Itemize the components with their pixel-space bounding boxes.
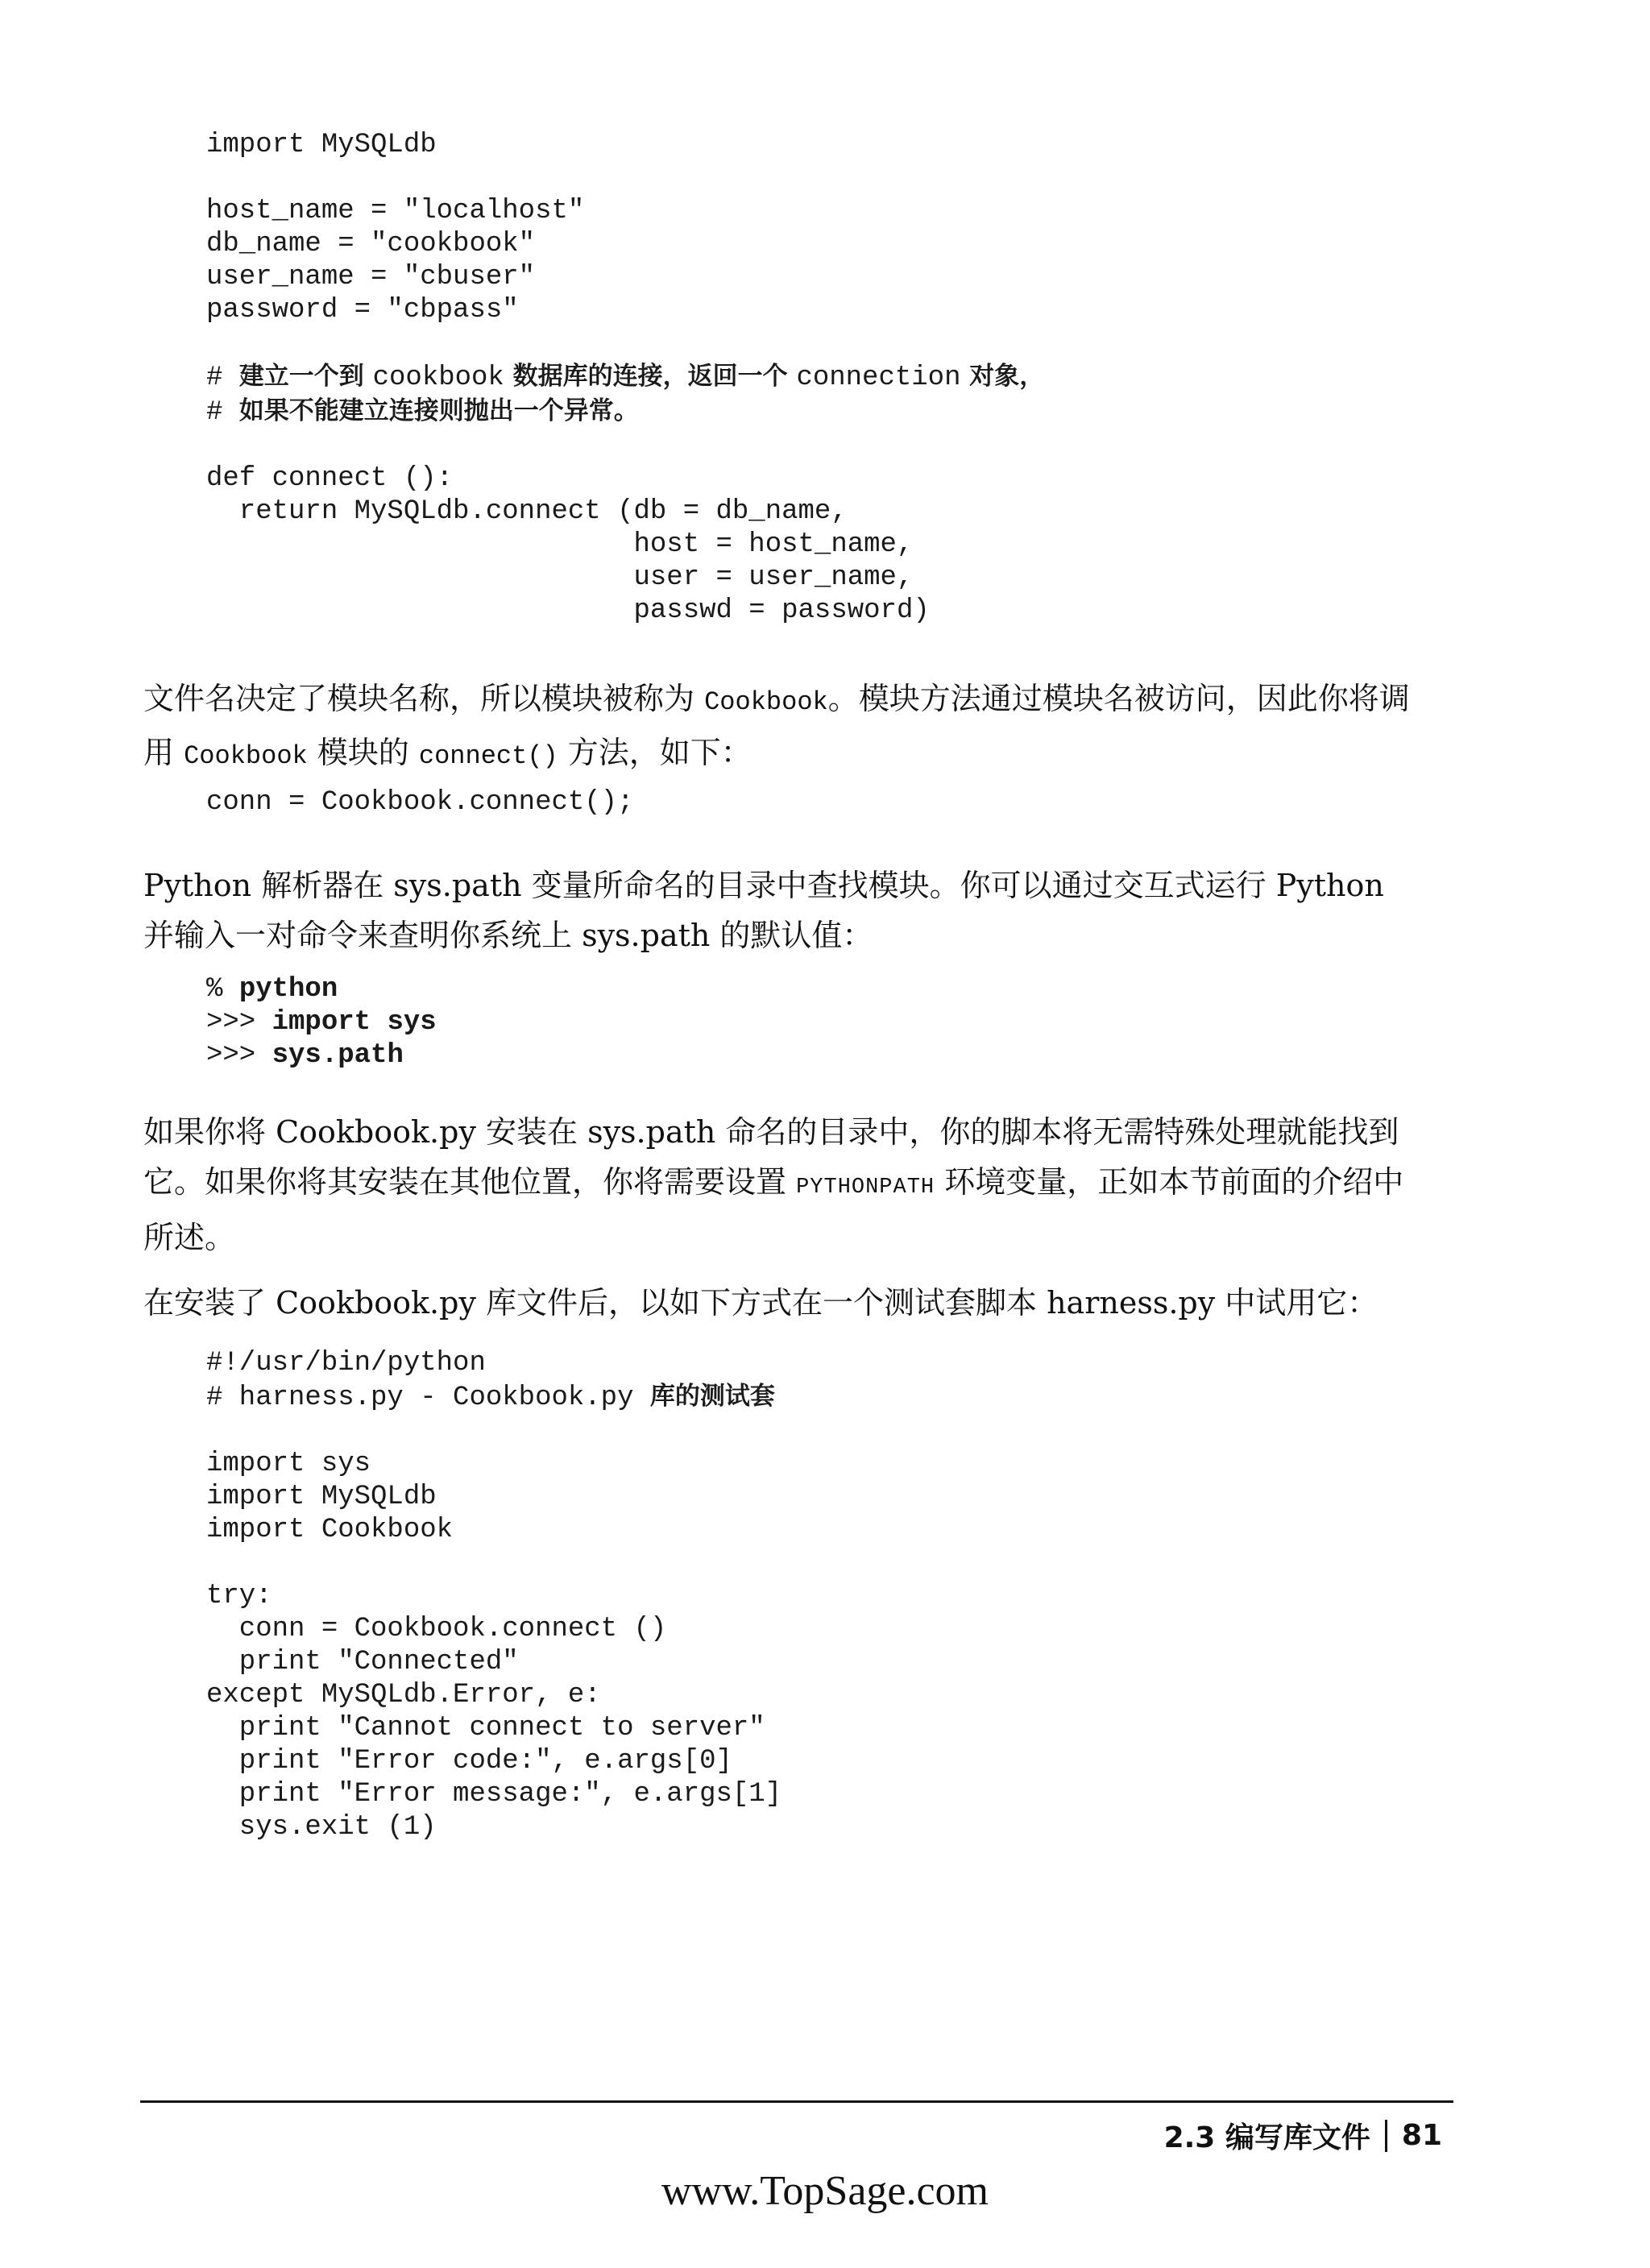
code-line: import MySQLdb <box>206 130 437 160</box>
paragraph-text: 文件名决定了模块名称，所以模块被称为 <box>143 681 705 716</box>
paragraph-harness-intro: 在安装了 Cookbook.py 库文件后，以如下方式在一个测试套脚本 harness.py 中试用它： <box>143 1285 1378 1321</box>
paragraph-text: 。模块方法通过模块名被访问，因此你将调用 <box>143 681 1410 770</box>
code-line: passwd = password) <box>206 595 930 626</box>
code-line: print "Error code:", e.args[0] <box>206 1746 732 1777</box>
inline-code: connect() <box>418 741 558 771</box>
footer-divider <box>140 2100 1453 2103</box>
code-line: print "Cannot connect to server" <box>206 1713 765 1743</box>
code-line: host_name = "localhost" <box>206 196 585 226</box>
code-comment-line <box>206 1380 781 1415</box>
comment-text: 对象， <box>960 362 1045 391</box>
code-line <box>206 327 1044 360</box>
code-line <box>206 429 1044 462</box>
comment-text: 库的测试套 <box>649 1382 775 1411</box>
shell-prompt: >>> <box>206 1007 272 1038</box>
paragraph-text: 方法，如下： <box>558 735 752 770</box>
watermark-url: www.TopSage.com <box>661 2168 989 2214</box>
inline-code: Cookbook <box>184 741 308 771</box>
code-block-python-session <box>206 973 437 1072</box>
code-block-harness <box>206 1347 781 1844</box>
paragraph-install-location <box>143 1107 1416 1263</box>
code-block-conn <box>206 786 634 819</box>
code-line <box>206 1547 781 1580</box>
code-line: def connect (): <box>206 463 454 494</box>
footer-separator <box>1385 2120 1387 2152</box>
comment-text: 建立一个到 <box>238 362 373 391</box>
comment-prefix: # <box>206 397 239 428</box>
page-footer <box>1164 2115 1442 2156</box>
code-line: import sys <box>206 1449 371 1479</box>
code-line: conn = Cookbook.connect () <box>206 1614 667 1644</box>
comment-code: connection <box>796 363 961 393</box>
code-line: except MySQLdb.Error, e: <box>206 1680 601 1710</box>
code-block-connect <box>206 129 1044 628</box>
code-line: #!/usr/bin/python <box>206 1348 486 1379</box>
code-line: import MySQLdb <box>206 1482 437 1512</box>
page-number: 81 <box>1401 2119 1442 2152</box>
inline-code: PYTHONPATH <box>796 1175 935 1200</box>
code-line <box>206 1039 437 1072</box>
paragraph-sys-path: Python 解析器在 sys.path 变量所命名的目录中查找模块。你可以通过交互式运行 Python 并输入一对命令来查明你系统上 sys.path 的默认值： <box>143 868 1384 953</box>
paragraph-module-name <box>143 674 1416 782</box>
paragraph-text: 模块的 <box>307 735 419 770</box>
code-line: return MySQLdb.connect (db = db_name, <box>206 496 848 527</box>
comment-code: cookbook <box>372 363 504 393</box>
shell-prompt: % <box>206 974 239 1005</box>
code-line: user = user_name, <box>206 562 914 593</box>
code-line: conn = Cookbook.connect(); <box>206 787 634 818</box>
code-line <box>206 973 437 1006</box>
code-comment-line <box>206 360 1044 395</box>
code-line <box>206 1006 437 1039</box>
code-line <box>206 162 1044 195</box>
code-comment-line <box>206 395 1044 429</box>
code-line: print "Connected" <box>206 1647 519 1677</box>
paragraph-text: 环境变量，正如本节前面的介绍中所述。 <box>143 1164 1404 1255</box>
code-line: print "Error message:", e.args[1] <box>206 1779 782 1810</box>
shell-command: import sys <box>272 1007 437 1038</box>
code-line: sys.exit (1) <box>206 1812 437 1843</box>
paragraph-text: 如果你将 Cookbook.py 安装在 sys.path 命名的目录中，你的脚本将无需特殊处理就能找到它。如果你将其安装在其他位置，你将需要设置 <box>143 1114 1399 1200</box>
footer-section-title: 2.3 编写库文件 <box>1163 2121 1370 2154</box>
shell-prompt: >>> <box>206 1040 272 1071</box>
code-line: try: <box>206 1581 272 1611</box>
comment-text: 如果不能建立连接则抛出一个异常。 <box>238 396 639 425</box>
code-line: host = host_name, <box>206 529 914 560</box>
shell-command: python <box>238 974 338 1005</box>
shell-command: sys.path <box>272 1040 404 1071</box>
code-line: import Cookbook <box>206 1515 454 1545</box>
comment-prefix: # harness.py - Cookbook.py <box>206 1383 650 1413</box>
comment-prefix: # <box>206 363 239 393</box>
code-line: db_name = "cookbook" <box>206 229 536 259</box>
code-line: user_name = "cbuser" <box>206 262 536 292</box>
code-line: password = "cbpass" <box>206 295 519 325</box>
code-line <box>206 1415 781 1448</box>
inline-code: Cookbook <box>704 687 828 717</box>
comment-text: 数据库的连接，返回一个 <box>504 362 797 391</box>
